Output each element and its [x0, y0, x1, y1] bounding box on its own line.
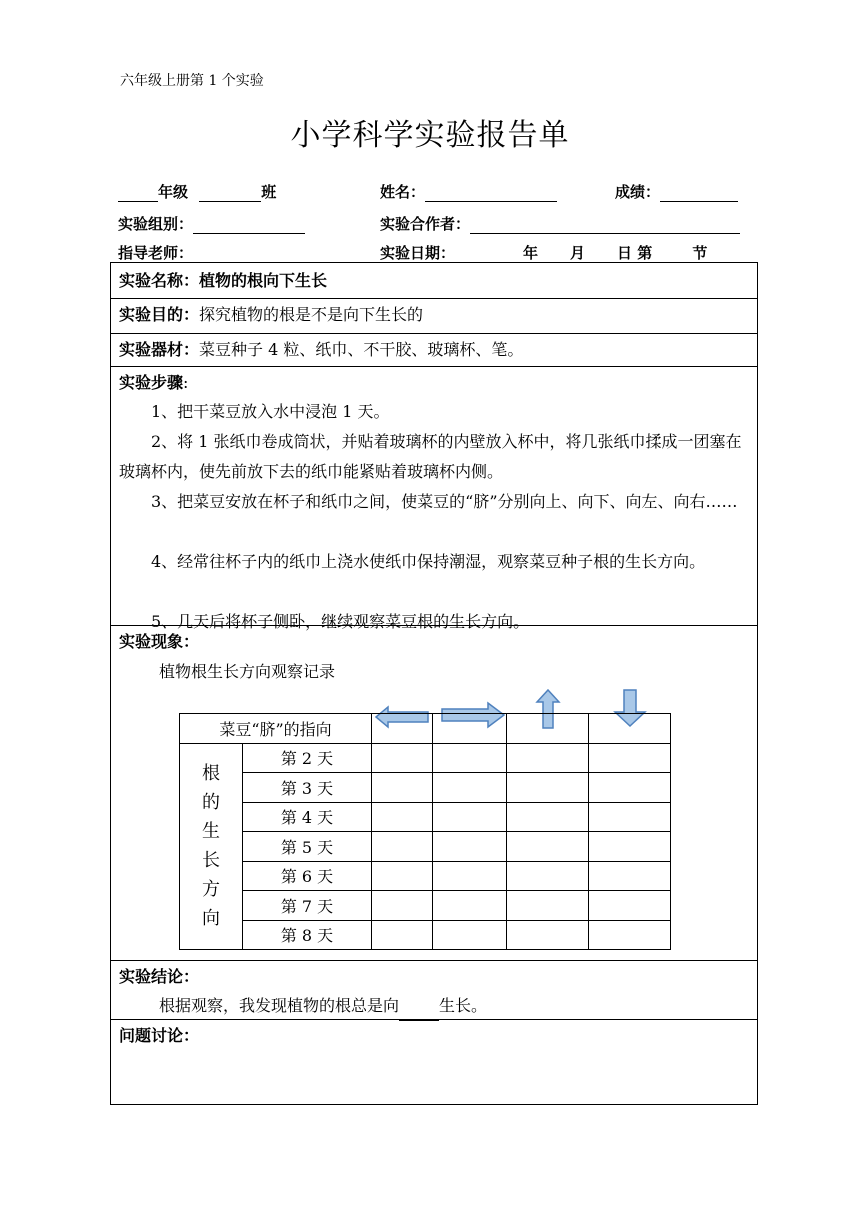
day-cell: 第 2 天 [243, 743, 372, 773]
record-cell[interactable] [372, 832, 433, 862]
experiment-name-label: 实验名称： [119, 271, 200, 290]
observation-table-title: 植物根生长方向观察记录 [159, 662, 336, 681]
report-table [110, 262, 758, 1105]
class-blank[interactable] [199, 185, 261, 202]
group-label: 实验组别： [118, 215, 194, 233]
vertical-char: 长 [202, 850, 220, 872]
record-cell[interactable] [372, 891, 433, 921]
record-cell[interactable] [433, 773, 507, 803]
grade-class-field [118, 181, 276, 202]
record-cell[interactable] [507, 773, 589, 803]
record-cell[interactable] [433, 743, 507, 773]
record-cell[interactable] [507, 891, 589, 921]
table-row [180, 920, 671, 950]
date-field [380, 242, 707, 263]
group-field [118, 213, 305, 234]
materials-label: 实验器材： [119, 340, 200, 359]
score-blank[interactable] [660, 185, 738, 202]
experiment-name-row [119, 266, 327, 296]
record-cell[interactable] [372, 773, 433, 803]
conclusion-label: 实验结论： [119, 967, 200, 986]
teacher-blank[interactable] [193, 246, 311, 263]
grade-blank[interactable] [118, 185, 158, 202]
table-row [180, 773, 671, 803]
day-cell: 第 5 天 [243, 832, 372, 862]
direction-down-header [589, 714, 671, 744]
record-cell[interactable] [372, 743, 433, 773]
materials-value: 菜豆种子 4 粒、纸巾、不干胶、玻璃杯、笔。 [199, 340, 524, 359]
day-cell: 第 6 天 [243, 861, 372, 891]
row-divider [111, 366, 757, 367]
row-divider [111, 625, 757, 626]
score-field [615, 181, 738, 202]
purpose-row [119, 300, 423, 330]
record-cell[interactable] [433, 861, 507, 891]
table-row [180, 891, 671, 921]
conclusion-sentence [159, 991, 487, 1021]
month-label: 月 [570, 244, 586, 262]
direction-left-header [372, 714, 433, 744]
vertical-label [180, 743, 243, 950]
record-cell[interactable] [589, 743, 671, 773]
record-cell[interactable] [507, 743, 589, 773]
month-blank[interactable] [538, 246, 570, 263]
day-cell: 第 3 天 [243, 773, 372, 803]
materials-row [119, 335, 523, 365]
step-item: 3、把菜豆安放在杯子和纸巾之间，使菜豆的“脐”分别向上、向下、向左、向右…… [151, 492, 738, 511]
partner-label: 实验合作者： [380, 215, 471, 233]
partner-field [380, 213, 740, 234]
row-divider [111, 333, 757, 334]
name-blank[interactable] [425, 185, 557, 202]
date-label: 实验日期： [380, 244, 456, 262]
step-item: 5、几天后将杯子侧卧，继续观察菜豆根的生长方向。 [151, 612, 530, 631]
day-cell: 第 7 天 [243, 891, 372, 921]
step-item: 1、把干菜豆放入水中浸泡 1 天。 [151, 402, 390, 421]
record-cell[interactable] [433, 920, 507, 950]
vertical-char: 生 [202, 821, 220, 843]
header-note: 六年级上册第 1 个实验 [120, 73, 264, 89]
page-title: 小学科学实验报告单 [290, 118, 570, 153]
record-cell[interactable] [433, 802, 507, 832]
table-row [180, 861, 671, 891]
purpose-value: 探究植物的根是不是向下生长的 [199, 305, 424, 324]
record-cell[interactable] [372, 861, 433, 891]
row-divider [111, 298, 757, 299]
vertical-char: 的 [202, 792, 220, 814]
period-blank[interactable] [652, 246, 692, 263]
period-prefix: 第 [637, 244, 653, 262]
experiment-name-value: 植物的根向下生长 [199, 271, 328, 290]
class-label: 班 [261, 183, 277, 201]
steps-label: 实验步骤 [119, 373, 184, 392]
record-cell[interactable] [372, 802, 433, 832]
day-cell: 第 8 天 [243, 920, 372, 950]
phenomenon-label: 实验现象： [119, 632, 200, 651]
partner-blank[interactable] [470, 217, 740, 234]
purpose-label: 实验目的： [119, 305, 200, 324]
record-cell[interactable] [507, 832, 589, 862]
table-row [180, 802, 671, 832]
record-cell[interactable] [589, 832, 671, 862]
steps-colon: : [183, 373, 189, 392]
discussion-heading [119, 1021, 199, 1051]
record-cell[interactable] [507, 802, 589, 832]
record-cell[interactable] [372, 920, 433, 950]
conclusion-heading [119, 962, 199, 992]
record-cell[interactable] [433, 832, 507, 862]
conclusion-blank[interactable] [399, 1000, 439, 1021]
period-suffix: 节 [692, 244, 708, 262]
record-cell[interactable] [433, 891, 507, 921]
steps-heading [119, 368, 188, 398]
teacher-field [118, 242, 311, 263]
table-row [180, 832, 671, 862]
record-cell[interactable] [589, 861, 671, 891]
row-divider [111, 960, 757, 961]
row-divider [111, 1019, 757, 1020]
observation-table [179, 713, 671, 950]
step-item: 2、将 1 张纸巾卷成筒状，并贴着玻璃杯的内壁放入杯中，将几张纸巾揉成一团塞在玻璃杯内，使先前放下去的纸巾能紧贴着玻璃杯内侧。 [119, 432, 742, 481]
phenomenon-heading [119, 627, 199, 657]
grade-label: 年级 [158, 183, 189, 201]
day-label: 日 [617, 244, 633, 262]
year-label: 年 [523, 244, 539, 262]
record-cell[interactable] [589, 920, 671, 950]
conclusion-text-before: 根据观察，我发现植物的根总是向 [159, 996, 400, 1015]
record-cell[interactable] [589, 891, 671, 921]
day-blank[interactable] [585, 246, 617, 263]
conclusion-text-after: 生长。 [439, 996, 488, 1015]
record-cell[interactable] [589, 773, 671, 803]
discussion-label: 问题讨论： [119, 1026, 200, 1045]
table-row [180, 714, 671, 744]
vertical-char: 根 [202, 763, 220, 785]
header-cell: 菜豆“脐”的指向 [180, 714, 372, 744]
step-item: 4、经常往杯子内的纸巾上浇水使纸巾保持潮湿，观察菜豆种子根的生长方向。 [151, 552, 706, 571]
direction-up-header [507, 714, 589, 744]
teacher-label: 指导老师： [118, 244, 194, 262]
table-row [180, 743, 671, 773]
group-blank[interactable] [193, 217, 305, 234]
year-blank[interactable] [455, 246, 523, 263]
vertical-char: 方 [202, 879, 220, 901]
name-field [380, 181, 557, 202]
day-cell: 第 4 天 [243, 802, 372, 832]
record-cell[interactable] [507, 920, 589, 950]
name-label: 姓名： [380, 183, 426, 201]
score-label: 成绩： [615, 183, 661, 201]
record-cell[interactable] [507, 861, 589, 891]
vertical-char: 向 [202, 908, 220, 930]
direction-right-header [433, 714, 507, 744]
record-cell[interactable] [589, 802, 671, 832]
